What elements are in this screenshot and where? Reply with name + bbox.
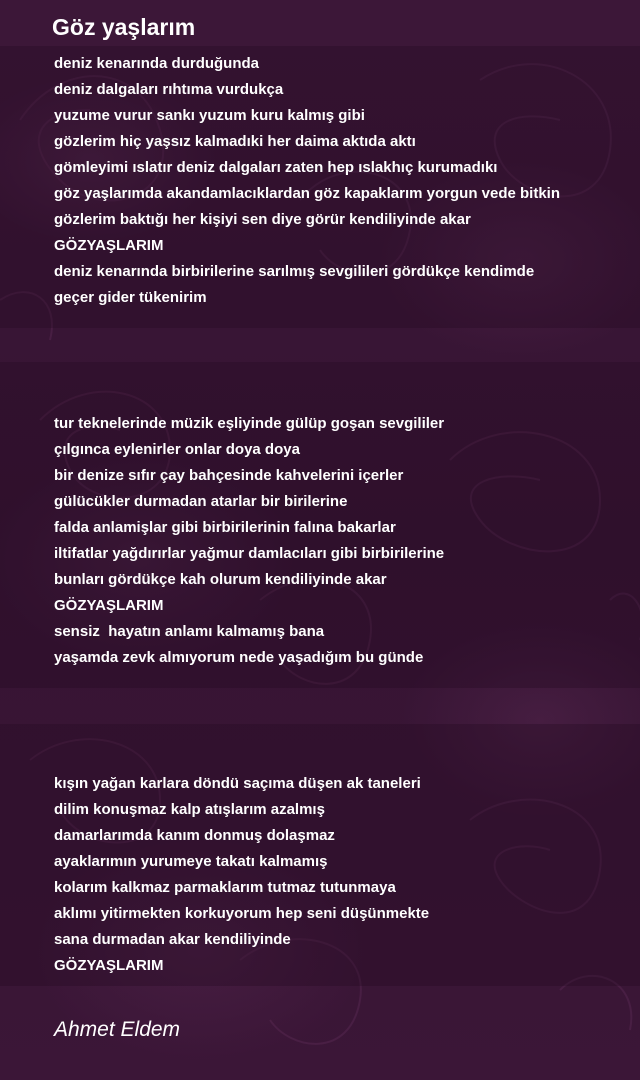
poem-line: deniz kenarında birbirilerine sarılmış sevgilileri gördükçe kendimde: [54, 263, 535, 280]
poem-line: GÖZYAŞLARIM: [54, 597, 164, 614]
poem-line: bir denize sıfır çay bahçesinde kahvelerini içerler: [54, 467, 404, 484]
poem-line: kışın yağan karlara döndü saçıma düşen ak taneleri: [54, 775, 421, 792]
poem-line: deniz dalgaları rıhtıma vurdukça: [54, 81, 284, 98]
poem-line: yuzume vurur sankı yuzum kuru kalmış gibi: [54, 107, 365, 124]
poem-line: geçer gider tükenirim: [54, 289, 207, 306]
poem-line: deniz kenarında durduğunda: [54, 55, 260, 72]
stanza-1: [54, 51, 560, 311]
poem-line: sana durmadan akar kendiliyinde: [54, 931, 291, 948]
poem-line: gülücükler durmadan atarlar bir birilerine: [54, 493, 348, 510]
poem-line: gözlerim baktığı her kişiyi sen diye görür kendiliyinde akar: [54, 211, 471, 228]
poem-line: falda anlamişlar gibi birbirilerinin falına bakarlar: [54, 519, 396, 536]
poem-line: damarlarımda kanım donmuş dolaşmaz: [54, 827, 335, 844]
poem-line: aklımı yitirmekten korkuyorum hep seni düşünmekte: [54, 905, 430, 922]
poem-author: Ahmet Eldem: [54, 1018, 181, 1041]
poem-line: bunları gördükçe kah olurum kendiliyinde akar: [54, 571, 387, 588]
poem-line: gözlerim hiç yaşsız kalmadıki her daima aktıda aktı: [54, 133, 416, 150]
poem-line: çılgınca eylenirler onlar doya doya: [54, 441, 300, 458]
poem-line: tur teknelerinde müzik eşliyinde gülüp goşan sevgililer: [54, 415, 445, 432]
stanza-3: [54, 771, 429, 979]
poem-line: dilim konuşmaz kalp atışlarım azalmış: [54, 801, 325, 818]
poem-line: göz yaşlarımda akandamlacıklardan göz kapaklarım yorgun vede bitkin: [54, 185, 561, 202]
poem-line: gömleyimi ıslatır deniz dalgaları zaten hep ıslakhıç kurumadıkı: [54, 159, 498, 176]
poem-line: GÖZYAŞLARIM: [54, 957, 164, 974]
poem-line: kolarım kalkmaz parmaklarım tutmaz tutunmaya: [54, 879, 396, 896]
poem-line: yaşamda zevk almıyorum nede yaşadığım bu günde: [54, 649, 424, 666]
stanza-2: [54, 411, 444, 671]
poem-line: iltifatlar yağdırırlar yağmur damlacıları gibi birbirilerine: [54, 545, 445, 562]
poem-line: ayaklarımın yurumeye takatı kalmamış: [54, 853, 328, 870]
poem-line: GÖZYAŞLARIM: [54, 237, 164, 254]
poem-title: Göz yaşlarım: [52, 14, 196, 40]
poem-line: sensiz hayatın anlamı kalmamış bana: [54, 623, 325, 640]
